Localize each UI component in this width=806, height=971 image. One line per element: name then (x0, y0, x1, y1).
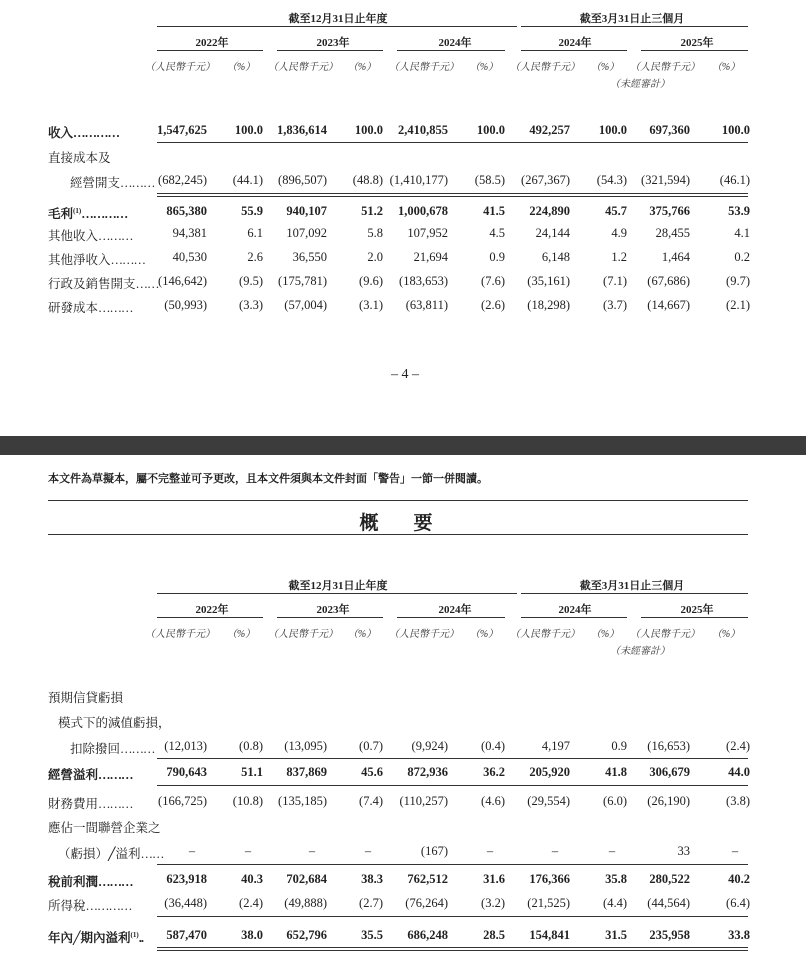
p2-cell-6-7: – (608, 844, 616, 858)
p2-cell-7-3: 38.3 (361, 872, 383, 886)
p1-row-label-text-5: 其他淨收入 (48, 253, 111, 267)
p2-unit-7: （%） (590, 629, 620, 640)
p2-row-label-8 (48, 896, 132, 914)
p2-cell-8-7: (4.4) (603, 896, 627, 910)
p1-cell-2-1: (44.1) (232, 173, 263, 187)
p1-year-3: 2024年 (558, 37, 592, 49)
p1-cell-3-1: 55.9 (241, 204, 263, 218)
p1-cell-7-8: (14,667) (647, 298, 690, 312)
p1-cell-5-5: 0.9 (489, 250, 505, 264)
p2-cell-2-2: (13,095) (284, 739, 327, 753)
p1-row-label-text-0: 收入 (48, 126, 74, 140)
p2-cell-9-2: 652,796 (286, 928, 327, 942)
p1-row-label-text-3: 毛利 (48, 207, 74, 221)
p2-cell-8-3: (2.7) (359, 896, 383, 910)
p2-cell-3-4: 872,936 (407, 765, 448, 779)
p1-row-leader-5: ……… (110, 253, 146, 267)
p1-cell-3-7: 45.7 (605, 204, 627, 218)
p2-cell-6-3: – (364, 844, 372, 858)
p1-cell-2-7: (54.3) (596, 173, 627, 187)
p1-year-line-4 (641, 50, 748, 51)
p1-cell-6-3: (9.6) (359, 274, 383, 288)
p1-cell-5-7: 1.2 (611, 250, 627, 264)
p2-year-line-2 (397, 617, 505, 618)
p2-cell-4-7: (6.0) (603, 794, 627, 808)
p2-cell-7-1: 40.3 (241, 872, 263, 886)
p2-row-label-text-8: 所得稅 (48, 899, 86, 913)
p2-row-leader-6: …… (140, 847, 164, 861)
p1-cell-4-8: 28,455 (655, 226, 690, 240)
p2-period-q: 截至3月31日止三個月 (579, 580, 685, 592)
p1-cell-5-9: 0.2 (734, 250, 750, 264)
p1-row-label-3 (48, 204, 127, 222)
p1-year-line-1 (277, 50, 383, 51)
p1-unit-2: （人民幣千元） (268, 62, 338, 73)
p2-row-footnote-9: (1) (130, 930, 139, 939)
p2-cell-2-3: (0.7) (359, 739, 383, 753)
p1-row-leader-4: ……… (98, 229, 133, 243)
p2-cell-8-0: (36,448) (164, 896, 207, 910)
p1-line-year (157, 26, 517, 27)
p2-cell-4-5: (4.6) (481, 794, 505, 808)
p1-cell-0-4: 2,410,855 (398, 123, 448, 137)
p1-cell-3-2: 940,107 (286, 204, 327, 218)
p1-rule-cost (157, 193, 748, 194)
p2-cell-7-0: 623,918 (166, 872, 207, 886)
p2-year-line-3 (521, 617, 627, 618)
p2-rule-5b (157, 950, 748, 951)
p2-cell-6-8: 33 (677, 844, 690, 858)
p2-row-leader-7: ……… (98, 875, 133, 889)
p1-cell-4-5: 4.5 (489, 226, 505, 240)
p1-cell-6-6: (35,161) (527, 274, 570, 288)
p2-cell-3-1: 51.1 (241, 765, 263, 779)
p1-cell-7-1: (3.3) (239, 298, 263, 312)
p2-unit-4: （人民幣千元） (389, 629, 459, 640)
p2-row-label-text-3: 經營溢利 (48, 768, 99, 782)
p2-unit-6: （人民幣千元） (510, 629, 580, 640)
p2-cell-8-6: (21,525) (527, 896, 570, 910)
p1-line-q (521, 26, 748, 27)
p2-row-label-6 (58, 844, 164, 862)
p1-cell-6-9: (9.7) (726, 274, 750, 288)
p1-cell-7-9: (2.1) (726, 298, 750, 312)
p2-cell-2-0: (12,013) (164, 739, 207, 753)
p2-unit-5: （%） (469, 629, 499, 640)
p2-year-0: 2022年 (195, 604, 229, 616)
p1-year-4: 2025年 (680, 37, 714, 49)
p1-cell-4-3: 5.8 (367, 226, 383, 240)
p2-row-label-text-4: 財務費用 (48, 797, 99, 811)
p1-row-label-7 (48, 298, 133, 316)
p2-cell-4-3: (7.4) (359, 794, 383, 808)
p1-cell-6-7: (7.1) (603, 274, 627, 288)
p1-cell-4-7: 4.9 (611, 226, 627, 240)
p2-cell-7-6: 176,366 (529, 872, 570, 886)
p1-period-q: 截至3月31日止三個月 (579, 13, 685, 25)
p1-row-label-4 (48, 226, 133, 244)
page-divider (0, 436, 806, 455)
p1-row-label-1 (48, 148, 111, 166)
p1-cell-3-0: 865,380 (166, 204, 207, 218)
p2-cell-4-4: (110,257) (399, 794, 448, 808)
p2-cell-2-8: (16,653) (647, 739, 690, 753)
p1-cell-5-1: 2.6 (247, 250, 263, 264)
p1-period-year: 截至12月31日止年度 (288, 13, 388, 25)
p2-unit-0: （人民幣千元） (145, 629, 215, 640)
p2-cell-7-9: 40.2 (728, 872, 750, 886)
p2-cell-3-5: 36.2 (483, 765, 505, 779)
p2-cell-4-9: (3.8) (726, 794, 750, 808)
p1-row-label-text-4: 其他收入 (48, 229, 99, 243)
p1-unit-1: （%） (226, 62, 256, 73)
p1-cell-6-5: (7.6) (481, 274, 505, 288)
p1-cell-2-0: (682,245) (158, 173, 207, 187)
p1-cell-0-7: 100.0 (598, 123, 627, 137)
p2-row-label-text-5: 應佔一間聯營企業之 (48, 821, 161, 835)
p2-year-3: 2024年 (558, 604, 592, 616)
p1-cell-0-8: 697,360 (649, 123, 690, 137)
p1-cell-2-3: (48.8) (352, 173, 383, 187)
p2-unit-1: （%） (226, 629, 256, 640)
p2-cell-3-8: 306,679 (649, 765, 690, 779)
p2-row-label-text-0: 預期信貸虧損 (48, 691, 124, 705)
p1-row-label-0 (48, 123, 119, 141)
p2-year-2: 2024年 (438, 604, 472, 616)
p1-cell-0-1: 100.0 (234, 123, 263, 137)
p1-cell-4-9: 4.1 (734, 226, 750, 240)
p2-year-line-4 (641, 617, 748, 618)
p1-cell-7-3: (3.1) (359, 298, 383, 312)
p2-unaudited: （未經審計） (610, 646, 670, 657)
p1-year-line-0 (157, 50, 263, 51)
p2-year-line-1 (277, 617, 383, 618)
p1-cell-7-4: (63,811) (405, 298, 448, 312)
p2-row-label-4 (48, 794, 133, 812)
p2-row-label-text-7: 稅前利潤 (48, 875, 99, 889)
p2-row-label-text-6: （虧損）╱溢利 (58, 847, 141, 861)
p2-rule-1 (157, 758, 748, 759)
p1-row-footnote-3: (1) (73, 206, 82, 215)
p2-cell-6-9: – (731, 844, 739, 858)
p2-row-label-text-9: 年內╱期內溢利 (48, 931, 131, 945)
p1-cell-6-8: (67,686) (647, 274, 690, 288)
p2-row-leader-2: ……… (120, 742, 155, 756)
p2-cell-2-4: (9,924) (411, 739, 448, 753)
p1-row-leader-7: ……… (98, 301, 133, 315)
p2-row-leader-8: ………… (85, 899, 132, 913)
p1-cell-7-6: (18,298) (527, 298, 570, 312)
p1-cell-6-1: (9.5) (239, 274, 263, 288)
p2-row-label-5 (48, 818, 161, 836)
p2-cell-9-6: 154,841 (529, 928, 570, 942)
p2-cell-4-0: (166,725) (158, 794, 207, 808)
p1-cell-3-4: 1,000,678 (398, 204, 448, 218)
p1-row-label-text-7: 研發成本 (48, 301, 99, 315)
p2-row-label-7 (48, 872, 133, 890)
p2-row-label-0 (48, 688, 123, 706)
p2-rule-4 (157, 916, 748, 917)
p2-row-label-3 (48, 765, 133, 783)
p1-year-1: 2023年 (316, 37, 350, 49)
p1-cell-7-5: (2.6) (481, 298, 505, 312)
p2-line-year (157, 593, 517, 594)
p2-cell-9-7: 31.5 (605, 928, 627, 942)
p1-year-2: 2024年 (438, 37, 472, 49)
p1-cell-2-6: (267,367) (521, 173, 570, 187)
p1-cell-4-6: 24,144 (535, 226, 570, 240)
p1-page-number: – 4 – (391, 367, 419, 382)
p2-unit-2: （人民幣千元） (268, 629, 338, 640)
p2-cell-2-9: (2.4) (726, 739, 750, 753)
p2-cell-9-4: 686,248 (407, 928, 448, 942)
p1-cell-3-3: 51.2 (361, 204, 383, 218)
p1-row-leader-0: ………… (73, 126, 120, 140)
p1-cell-7-7: (3.7) (603, 298, 627, 312)
p1-cell-2-2: (896,507) (278, 173, 327, 187)
p2-year-1: 2023年 (316, 604, 350, 616)
p2-row-label-1 (58, 713, 171, 731)
p2-year-line-0 (157, 617, 263, 618)
p2-cell-9-0: 587,470 (166, 928, 207, 942)
p2-cell-2-7: 0.9 (611, 739, 627, 753)
p1-cell-6-0: (146,642) (158, 274, 207, 288)
p2-cell-9-3: 35.5 (361, 928, 383, 942)
p2-cell-8-4: (76,264) (405, 896, 448, 910)
p2-rule-2 (157, 785, 748, 786)
p2-cell-8-9: (6.4) (726, 896, 750, 910)
p2-cell-8-2: (49,888) (284, 896, 327, 910)
p1-year-line-2 (397, 50, 505, 51)
p2-unit-9: （%） (711, 629, 741, 640)
p2-cell-3-7: 41.8 (605, 765, 627, 779)
p1-cell-5-6: 6,148 (541, 250, 570, 264)
p1-cell-0-6: 492,257 (529, 123, 570, 137)
p2-cell-6-5: – (486, 844, 494, 858)
p1-cell-0-5: 100.0 (476, 123, 505, 137)
p2-unit-8: （人民幣千元） (630, 629, 700, 640)
p2-row-leader-4: ……… (98, 797, 133, 811)
p1-cell-2-5: (58.5) (474, 173, 505, 187)
p1-cell-7-2: (57,004) (284, 298, 327, 312)
p2-cell-8-8: (44,564) (647, 896, 690, 910)
p2-cell-4-2: (135,185) (278, 794, 327, 808)
p2-cell-6-1: – (244, 844, 252, 858)
p2-period-year: 截至12月31日止年度 (288, 580, 388, 592)
p1-unit-4: （人民幣千元） (389, 62, 459, 73)
p2-title-line-bottom (48, 534, 748, 535)
p1-cell-5-4: 21,694 (413, 250, 448, 264)
p2-cell-7-5: 31.6 (483, 872, 505, 886)
p2-cell-7-8: 280,522 (649, 872, 690, 886)
p1-cell-3-5: 41.5 (483, 204, 505, 218)
p1-unit-3: （%） (347, 62, 377, 73)
p2-row-label-text-1: 模式下的減值虧損， (58, 716, 171, 730)
p2-cell-7-4: 762,512 (407, 872, 448, 886)
p2-cell-4-6: (29,554) (527, 794, 570, 808)
p2-cell-7-2: 702,684 (286, 872, 327, 886)
p1-cell-5-3: 2.0 (367, 250, 383, 264)
p2-row-leader-9: .. (138, 931, 143, 945)
p2-cell-9-5: 28.5 (483, 928, 505, 942)
p2-row-label-text-2: 扣除撥回 (70, 742, 121, 756)
p1-cell-0-0: 1,547,625 (157, 123, 207, 137)
p2-cell-7-7: 35.8 (605, 872, 627, 886)
p1-cell-4-1: 6.1 (247, 226, 263, 240)
p1-year-line-3 (521, 50, 627, 51)
p1-row-label-5 (48, 250, 145, 268)
p2-cell-3-0: 790,643 (166, 765, 207, 779)
p2-draft-notice: 本文件為草擬本，屬不完整並可予更改，且本文件須與本文件封面「警告」一節一併閱讀。 (48, 472, 488, 485)
p1-unit-0: （人民幣千元） (145, 62, 215, 73)
p2-cell-3-6: 205,920 (529, 765, 570, 779)
p1-row-label-text-2: 經營開支 (70, 176, 121, 190)
p2-cell-8-1: (2.4) (239, 896, 263, 910)
p2-row-leader-3: ……… (98, 768, 133, 782)
p1-cell-5-2: 36,550 (292, 250, 327, 264)
p1-cell-6-2: (175,781) (278, 274, 327, 288)
p2-title: 概 要 (359, 513, 441, 534)
p1-cell-4-2: 107,092 (286, 226, 327, 240)
p2-cell-2-1: (0.8) (239, 739, 263, 753)
p1-cell-3-6: 224,890 (529, 204, 570, 218)
p1-cell-2-8: (321,594) (641, 173, 690, 187)
p1-cell-2-4: (1,410,177) (389, 173, 448, 187)
p1-row-leader-6: …… (135, 277, 159, 291)
p2-title-line-top (48, 500, 748, 501)
p1-cell-0-9: 100.0 (721, 123, 750, 137)
p1-unit-9: （%） (711, 62, 741, 73)
p1-cell-5-0: 40,530 (172, 250, 207, 264)
p2-cell-6-4: (167) (420, 844, 448, 858)
p1-rule-revenue (157, 142, 748, 143)
p1-cell-0-3: 100.0 (354, 123, 383, 137)
p1-cell-3-8: 375,766 (649, 204, 690, 218)
p1-row-leader-3: ………… (81, 207, 128, 221)
p2-cell-4-1: (10.8) (232, 794, 263, 808)
p1-cell-5-8: 1,464 (661, 250, 690, 264)
p1-unaudited: （未經審計） (610, 79, 670, 90)
p1-cell-0-2: 1,836,614 (277, 123, 327, 137)
p1-cell-6-4: (183,653) (399, 274, 448, 288)
p1-row-leader-2: ……… (120, 176, 155, 190)
p2-cell-9-8: 235,958 (649, 928, 690, 942)
p2-cell-2-6: 4,197 (541, 739, 570, 753)
p2-cell-6-0: – (188, 844, 196, 858)
p2-cell-6-2: – (308, 844, 316, 858)
p1-unit-8: （人民幣千元） (630, 62, 700, 73)
p1-unit-6: （人民幣千元） (510, 62, 580, 73)
p1-row-label-text-1: 直接成本及 (48, 151, 111, 165)
p2-cell-3-9: 44.0 (728, 765, 750, 779)
p1-unit-5: （%） (469, 62, 499, 73)
p2-cell-2-5: (0.4) (481, 739, 505, 753)
p2-cell-4-8: (26,190) (647, 794, 690, 808)
p2-cell-8-5: (3.2) (481, 896, 505, 910)
p2-unit-3: （%） (347, 629, 377, 640)
p2-cell-6-6: – (551, 844, 559, 858)
p1-rule-gp-top (157, 196, 748, 197)
p2-cell-9-9: 33.8 (728, 928, 750, 942)
p1-cell-3-9: 53.9 (728, 204, 750, 218)
p1-cell-4-4: 107,952 (407, 226, 448, 240)
p1-row-label-text-6: 行政及銷售開支 (48, 277, 136, 291)
p2-line-q (521, 593, 748, 594)
p1-cell-4-0: 94,381 (172, 226, 207, 240)
p2-rule-3 (157, 864, 748, 865)
p2-rule-5a (157, 947, 748, 948)
p1-cell-7-0: (50,993) (164, 298, 207, 312)
p2-year-4: 2025年 (680, 604, 714, 616)
p2-row-label-9 (48, 928, 143, 946)
p1-cell-2-9: (46.1) (719, 173, 750, 187)
p2-cell-3-2: 837,869 (286, 765, 327, 779)
p1-unit-7: （%） (590, 62, 620, 73)
p1-year-0: 2022年 (195, 37, 229, 49)
p2-cell-3-3: 45.6 (361, 765, 383, 779)
p2-cell-9-1: 38.0 (241, 928, 263, 942)
